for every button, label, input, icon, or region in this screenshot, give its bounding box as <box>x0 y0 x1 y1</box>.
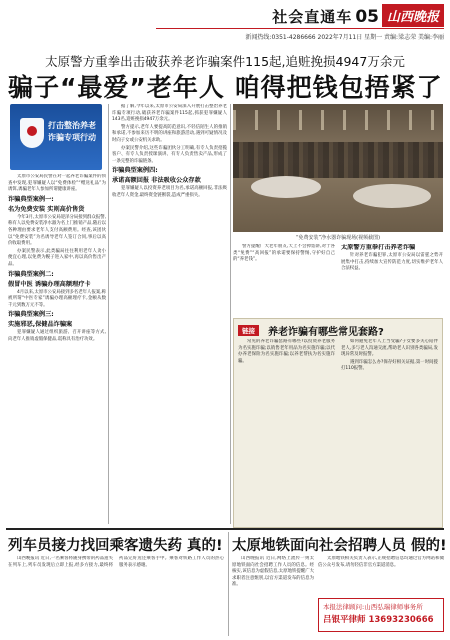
police-shield-icon <box>20 118 44 148</box>
article-paragraph: 据了解,今年以来,太原市公安局深入开展打击整治养老诈骗专项行动,破获养老诈骗案件115起,抓获犯罪嫌疑人143名,追赃挽损4947万余元。 <box>112 104 227 123</box>
photo-lights <box>233 110 443 130</box>
bottom-left-article <box>8 556 224 636</box>
section-subhead: 实施邪恶,保健品诈骗案 <box>8 321 73 329</box>
section-subhead: 诈骗典型案例一: <box>8 195 54 203</box>
section-subhead: 诈骗典型案例四: <box>112 167 158 175</box>
article-column-1 <box>8 174 106 524</box>
article-paragraph: 常见的养老诈骗套路有哪些?以投资养老服务为名实施诈骗;以销售老年用品为名实施诈骗;以代办养老保险为名实施诈骗;以养老帮扶为名实施诈骗。 <box>238 339 335 364</box>
event-photo <box>233 104 443 232</box>
photo-table <box>353 184 431 208</box>
section-subhead: 承诺高额回报 非法吸收公众存款 <box>112 177 201 185</box>
article-paragraph: 山西晚报讯 近日,网络上流传一则太原地铁面向社会招聘工作人员的信息。经核实,该信息为虚假信息,太原地铁提醒广大求职者注意甄别,以官方渠道发布的信息为准。 <box>232 556 314 588</box>
section-subhead: 名为免费安装 实则高价售货 <box>8 205 85 213</box>
article-paragraph: 警方提醒广大老年朋友,天上不会掉馅饼,对于各类“免费”“高回报”的承诺要保持警惕,守护好自己的“养老钱”。 <box>233 244 335 263</box>
section-subhead: 太原警方重拳打击养老诈骗 <box>341 244 416 251</box>
bottom-left-headline: 列车员接力找回乘客遗失药 真的! <box>8 538 223 554</box>
link-box <box>233 318 443 528</box>
headline-kicker: 太原警方重拳出击破获养老诈骗案件115起,追赃挽损4947万余元 <box>45 54 405 69</box>
article-column-3 <box>233 244 443 316</box>
bottom-right-headline: 太原地铁面向社会招聘人员 假的! <box>232 538 447 554</box>
section-rule <box>6 528 444 530</box>
article-paragraph: 犯罪嫌疑人通过组织旅游、召开讲座等方式,向老年人推销虚假保健品,谎称具有治疗功效。 <box>8 330 106 342</box>
article-paragraph: 太原市公安局民警在对一起养老诈骗案件的侦查中发现,犯罪嫌疑人以“免费体检”“赠送礼品”为诱饵,诱骗老年人参加所谓健康讲座。 <box>8 174 106 193</box>
photo-table <box>251 176 321 198</box>
legal-advisor-box <box>318 598 444 632</box>
section-subhead: 诈骗典型案例三: <box>8 311 54 319</box>
column-divider <box>230 104 231 524</box>
newspaper-logo: 山西晚报 <box>382 4 444 27</box>
article-paragraph: 遇到诈骗怎么办?保存好相关证据,第一时间拨打110报警。 <box>341 359 438 372</box>
section-subhead: 假冒中医 诱骗办理高额理疗卡 <box>8 280 91 288</box>
masthead-rule <box>156 28 444 29</box>
column-divider <box>228 532 229 636</box>
section-subhead: 诈骗典型案例二: <box>8 270 54 278</box>
main-headline: 骗子“最爱”老年人 咱得把钱包捂紧了 <box>8 73 443 102</box>
legal-advisor-contact: 吕银平律师 13693230666 <box>323 615 434 625</box>
photo-crowd <box>233 142 443 178</box>
article-paragraph: 4月以来,太原市公安局接到多名老年人报案,称被所谓“中医专家”诱骗办理高额理疗卡,金额从数千元到数万元不等。 <box>8 289 106 308</box>
badge-text: 打击整治养老诈骗专项行动 <box>48 121 96 142</box>
article-column-2 <box>112 104 227 524</box>
article-paragraph: 太原地铁相关负责人表示,正规招聘信息均通过官方网站和微信公众号发布,请勿轻信非官方渠道消息。 <box>318 556 444 568</box>
masthead-title-group <box>272 4 444 27</box>
article-paragraph: 犯罪嫌疑人以投资养老项目为名,承诺高额回报,非法吸收老年人资金,最终资金链断裂,造成严重损失。 <box>112 186 227 198</box>
article-paragraph: 警方提示,老年人要提高防范意识,不轻信陌生人的推销和承诺,不参加来历不明的讲座和旅游活动,遇到可疑情况及时向子女或公安机关求助。 <box>112 124 227 143</box>
bottom-right-article <box>318 556 444 596</box>
article-paragraph: 针对养老诈骗犯罪,太原市公安局以雷霆之势开展集中打击,持续加大宣传防范力度,切实维护老年人合法权益。 <box>341 253 443 272</box>
legal-advisor-label: 本报法律顾问:山西弘瑞律师事务所 <box>323 603 423 611</box>
article-paragraph: 山西晚报讯 近日,一名乘客将随身携带的药品遗失在列车上,列车员发现后立即上报,经多方接力,最终将药品完好送还乘客手中。乘客对铁路工作人员的热心服务表示感谢。 <box>8 556 224 568</box>
article-paragraph: 办案民警表示,此类骗局往往利用老年人贪小便宜心理,以免费为幌子进入家中,再以高价售出产品。 <box>8 248 106 267</box>
article-paragraph: 办案民警介绍,这些诈骗团伙分工明确,有专人负责招揽客户、有专人负责授课演讲、有专人负责售卖产品,形成了一条完整的诈骗链条。 <box>112 145 227 164</box>
article-paragraph: 如何避免老年人上当受骗?子女要多关心陪伴老人,多与老人沟通交流,帮助老人识别各类骗局,发现异常及时报警。 <box>341 339 438 358</box>
link-body <box>238 339 438 525</box>
page-number: 05 <box>355 7 379 27</box>
section-name: 社会直通车 <box>272 8 353 26</box>
bottom-mid-article <box>232 556 314 636</box>
campaign-badge <box>10 104 102 170</box>
link-title: 养老诈骗有哪些常见套路? <box>268 327 384 338</box>
photo-caption: “免费安装”净水器诈骗现场(视频截图) <box>295 235 381 241</box>
article-paragraph: 今年3月,太原市公安局迎泽分局接到群众报警,称有人以免费安装净水器为名上门推销产品,随后以各种理由要求老年人支付高额费用。经查,该团伙以“免费安装”为名诱导老年人签订合同,事后以高价收取费用。 <box>8 214 106 247</box>
masthead-info: 新闻热线:0351-4286666 2022年7月11日 星期一 责编:梁志荣 美编:李丽 <box>245 34 444 41</box>
link-tag: 链接 <box>238 325 259 336</box>
column-divider <box>108 104 109 524</box>
masthead <box>6 4 444 44</box>
